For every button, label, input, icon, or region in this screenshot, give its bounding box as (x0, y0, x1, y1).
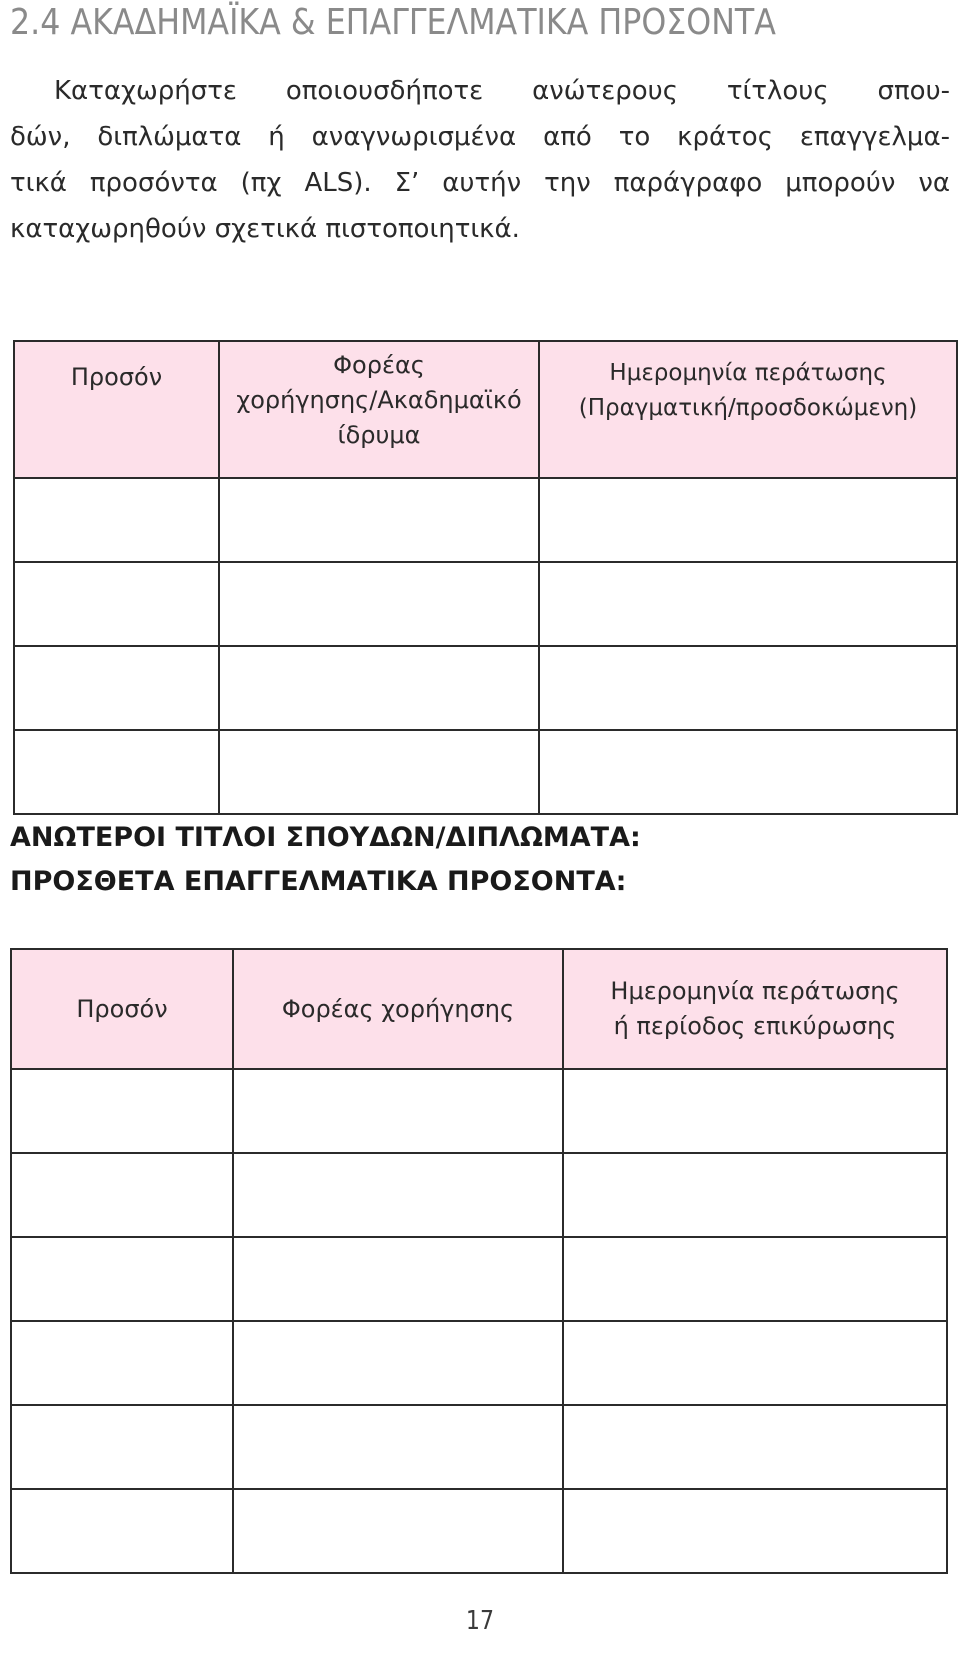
table-cell[interactable] (11, 1069, 233, 1153)
intro-line: τικά προσόντα (πχ ALS). Σ’ αυτήν την παράγραφο μπορούν να (10, 168, 950, 198)
table-cell[interactable] (233, 1489, 563, 1573)
table-row (14, 646, 957, 730)
table-cell[interactable] (11, 1237, 233, 1321)
table-row (14, 562, 957, 646)
table-cell[interactable] (563, 1153, 947, 1237)
table-cell[interactable] (563, 1069, 947, 1153)
table-cell[interactable] (563, 1237, 947, 1321)
table-cell[interactable] (11, 1489, 233, 1573)
table-cell[interactable] (14, 646, 219, 730)
table-row (11, 1237, 947, 1321)
table-cell[interactable] (219, 562, 539, 646)
additional-qualifications-label: ΠΡΟΣΘΕΤΑ ΕΠΑΓΓΕΛΜΑΤΙΚΑ ΠΡΟΣΟΝΤΑ: (10, 866, 627, 897)
table-cell[interactable] (14, 730, 219, 814)
intro-line: δών, διπλώματα ή αναγνωρισμένα από το κράτος επαγγελμα- (10, 122, 950, 152)
header-issuer: Φορέας χορήγησης/Ακαδημαϊκό ίδρυμα (219, 341, 539, 478)
higher-degrees-label: ΑΝΩΤΕΡΟΙ ΤΙΤΛΟΙ ΣΠΟΥΔΩΝ/ΔΙΠΛΩΜΑΤΑ: (10, 822, 641, 853)
table-row (14, 478, 957, 562)
table-header-row (14, 341, 957, 478)
table-row (14, 730, 957, 814)
intro-line: Καταχωρήστε οποιουσδήποτε ανώτερους τίτλους σπου- (54, 76, 950, 106)
header-qualification: Προσόν (11, 949, 233, 1069)
table-cell[interactable] (14, 478, 219, 562)
qualifications-table (13, 340, 958, 815)
section-title: 2.4 ΑΚΑΔΗΜΑΪΚΑ & ΕΠΑΓΓΕΛΜΑΤΙΚΑ ΠΡΟΣΟΝΤΑ (10, 2, 776, 43)
header-completion-date: Ημερομηνία περάτωσης (Πραγματική/προσδοκώμενη) (539, 341, 957, 478)
table-row (11, 1153, 947, 1237)
header-completion-date: Ημερομηνία περάτωσης ή περίοδος επικύρωσης (563, 949, 947, 1069)
table-cell[interactable] (11, 1153, 233, 1237)
table-cell[interactable] (563, 1405, 947, 1489)
table-cell[interactable] (233, 1405, 563, 1489)
table-header-row (11, 949, 947, 1069)
table-cell[interactable] (11, 1405, 233, 1489)
table-cell[interactable] (563, 1489, 947, 1573)
table-cell[interactable] (233, 1321, 563, 1405)
table-cell[interactable] (233, 1153, 563, 1237)
professional-qualifications-table (10, 948, 948, 1574)
table-cell[interactable] (219, 478, 539, 562)
table-row (11, 1489, 947, 1573)
table-cell[interactable] (233, 1069, 563, 1153)
intro-line: καταχωρηθούν σχετικά πιστοποιητικά. (10, 214, 520, 244)
table-cell[interactable] (233, 1237, 563, 1321)
table-cell[interactable] (539, 562, 957, 646)
table-cell[interactable] (219, 730, 539, 814)
header-qualification: Προσόν (14, 341, 219, 478)
table-cell[interactable] (539, 646, 957, 730)
table-cell[interactable] (539, 730, 957, 814)
table-row (11, 1321, 947, 1405)
table-cell[interactable] (563, 1321, 947, 1405)
intro-paragraph (10, 68, 950, 252)
table-cell[interactable] (14, 562, 219, 646)
page-number: 17 (465, 1606, 495, 1636)
table-cell[interactable] (219, 646, 539, 730)
table-cell[interactable] (11, 1321, 233, 1405)
table-cell[interactable] (539, 478, 957, 562)
table-row (11, 1069, 947, 1153)
table-row (11, 1405, 947, 1489)
header-issuer: Φορέας χορήγησης (233, 949, 563, 1069)
